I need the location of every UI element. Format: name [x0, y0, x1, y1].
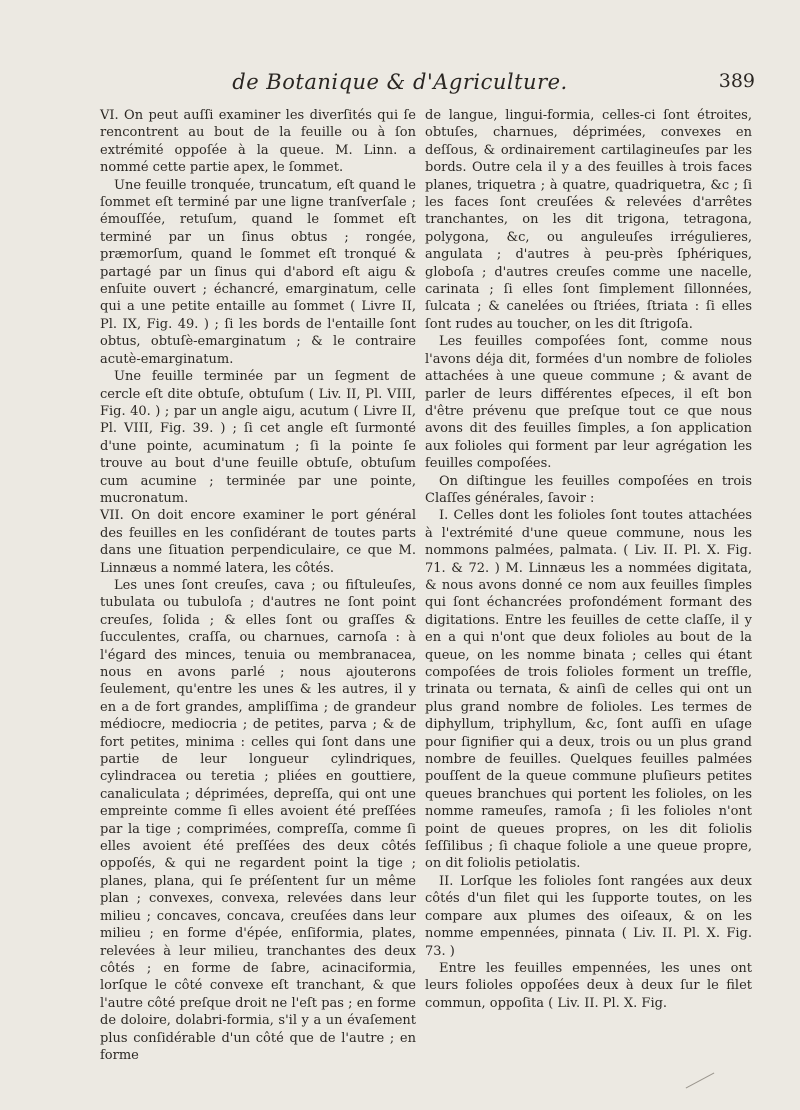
- paragraph: Les feuilles compoſées ſont, comme nous l'avons déja dit, formées d'un nombre de folioles attachées à une queue commune ; & avant de parler de leurs différentes eſpeces, il eſt bon d'être prévenu que preſque tout ce que nous avons dit des feuilles ſimples, a ſon application aux folioles qui forment par leur agrégation les feuilles compoſées.: [425, 334, 752, 472]
- page-header: [0, 70, 800, 100]
- paragraph: II. Lorſque les folioles ſont rangées aux deux côtés d'un filet qui les ſupporte toutes, on les compare aux plumes des oiſeaux, & on les nomme empennées, pinnata ( Liv. II. Pl. X. Fig. 73. ): [425, 873, 752, 959]
- paragraph: Entre les feuilles empennées, les unes ont leurs folioles oppoſées deux à deux ſur le filet commun, oppoſita ( Liv. II. Pl. X. Fig.: [425, 960, 752, 1011]
- running-title: de Botanique & d'Agriculture.: [232, 70, 568, 94]
- page-number: 389: [718, 70, 755, 92]
- pencil-mark: [686, 1073, 715, 1089]
- paragraph: On diſtingue les feuilles compoſées en trois Claſſes générales, ſavoir :: [425, 473, 752, 506]
- paragraph: Les unes ſont creuſes, cava ; ou fiſtuleuſes, tubulata ou tubuloſa ; d'autres ne ſont point creuſes, ſolida ; & elles ſont ou graſſes & ſucculentes, craſſa, ou charnues, carnoſa : à l'égard des minces, tenuia ou membranacea, nous en avons parlé ; nous ajouterons ſeulement, qu'entre les unes & les autres, il y en a de fort grandes, ampliſſima ; de grandeur médiocre, mediocria ; de petites, parva ; & de fort petites, minima : celles qui ſont dans une partie de leur longueur cylindriques, cylindracea ou teretia ; pliées en gouttiere, canaliculata ; déprimées, depreſſa, qui ont une empreinte comme ſi elles avoient été preſſées par la tige ; comprimées, compreſſa, comme ſi elles avoient été preſſées des deux côtés oppoſés, & qui ne regardent point la tige ; planes, plana, qui ſe préſentent ſur un même plan ; convexes, convexa, relevées dans leur milieu ; concaves, concava, creuſées dans leur milieu ; en forme d'épée, enſiformia, plates, relevées à leur milieu, tranchantes des deux côtés ; en forme de ſabre, acinaciformia, lorſque le côté convexe eſt tranchant, & que l'autre côté preſque droit ne l'eſt pas ; en forme de doloire, dolabri-formia, s'il y a un évaſement plus conſidérable d'un côté que de l'autre ; en forme: [100, 577, 416, 1063]
- paragraph: Une feuille tronquée, truncatum, eſt quand le ſommet eſt terminé par une ligne tranſverſale ; émouſſée, retuſum, quand le ſommet eſt terminé par un ſinus obtus ; rongée, præmorſum, quand le ſommet eſt tronqué & partagé par un ſinus qui d'abord eſt aigu & enſuite ouvert ; échancré, emarginatum, celle qui a une petite entaille au ſommet ( Livre II, Pl. IX, Fig. 49. ) ; ſi les bords de l'entaille ſont obtus, obtuſè-emarginatum ; & le contraire acutè-emarginatum.: [100, 177, 416, 367]
- right-column: [425, 107, 752, 1012]
- paragraph: VI. On peut auſſi examiner les diverſités qui ſe rencontrent au bout de la feuille ou à ſon extrémité oppoſée à la queue. M. Linn. a nommé cette partie apex, le ſommet.: [100, 108, 416, 176]
- paragraph: VII. On doit encore examiner le port général des feuilles en les conſidérant de toutes parts dans une ſituation perpendiculaire, ce que M. Linnæus a nommé latera, les côtés.: [100, 508, 416, 576]
- paragraph: Une feuille terminée par un ſegment de cercle eſt dite obtuſe, obtuſum ( Liv. II, Pl. VIII, Fig. 40. ) ; par un angle aigu, acutum ( Livre II, Pl. VIII, Fig. 39. ) ; ſi cet angle eſt ſurmonté d'une pointe, acuminatum ; ſi la pointe ſe trouve au bout d'une feuille obtuſe, obtuſum cum acumine ; terminée par une pointe, mucronatum.: [100, 369, 416, 506]
- paragraph: I. Celles dont les folioles ſont toutes attachées à l'extrémité d'une queue commune, nous les nommons palmées, palmata. ( Liv. II. Pl. X. Fig. 71. & 72. ) M. Linnæus les a nommées digitata, & nous avons donné ce nom aux feuilles ſimples qui ſont échancrées profondément formant des digitations. Entre les feuilles de cette claſſe, il y en a qui n'ont que deux folioles au bout de la queue, on les nomme binata ; celles qui étant compoſées de trois folioles forment un treſfle, trinata ou ternata, & ainſi de celles qui ont un plus grand nombre de folioles. Les termes de diphyllum, triphyllum, &c, ſont auſſi en uſage pour ſignifier qui a deux, trois ou un plus grand nombre de feuilles. Quelques feuilles palmées pouſſent de la queue commune pluſieurs petites queues branchues qui portent les folioles, on les nomme rameuſes, ramoſa ; ſi les folioles n'ont point de queues propres, on les dit foliolis ſeſſilibus ; ſi chaque foliole a une queue propre, on dit foliolis petiolatis.: [425, 508, 752, 872]
- left-column: [100, 107, 416, 1064]
- paragraph: de langue, lingui-formia, celles-ci ſont étroites, obtuſes, charnues, déprimées, convexes en deſſous, & ordinairement cartilagineuſes par les bords. Outre cela il y a des feuilles à trois faces planes, triquetra ; à quatre, quadriquetra, &c ; ſi les faces ſont creuſées & relevées d'arrêtes tranchantes, on les dit trigona, tetragona, polygona, &c, ou anguleuſes irrégulieres, angulata ; d'autres à peu-près ſphériques, globoſa ; d'autres creuſes comme une nacelle, carinata ; ſi elles ſont ſimplement ſillonnées, ſulcata ; & canelées ou ſtriées, ſtriata : ſi elles ſont rudes au toucher, on les dit ſtrigoſa.: [425, 108, 752, 332]
